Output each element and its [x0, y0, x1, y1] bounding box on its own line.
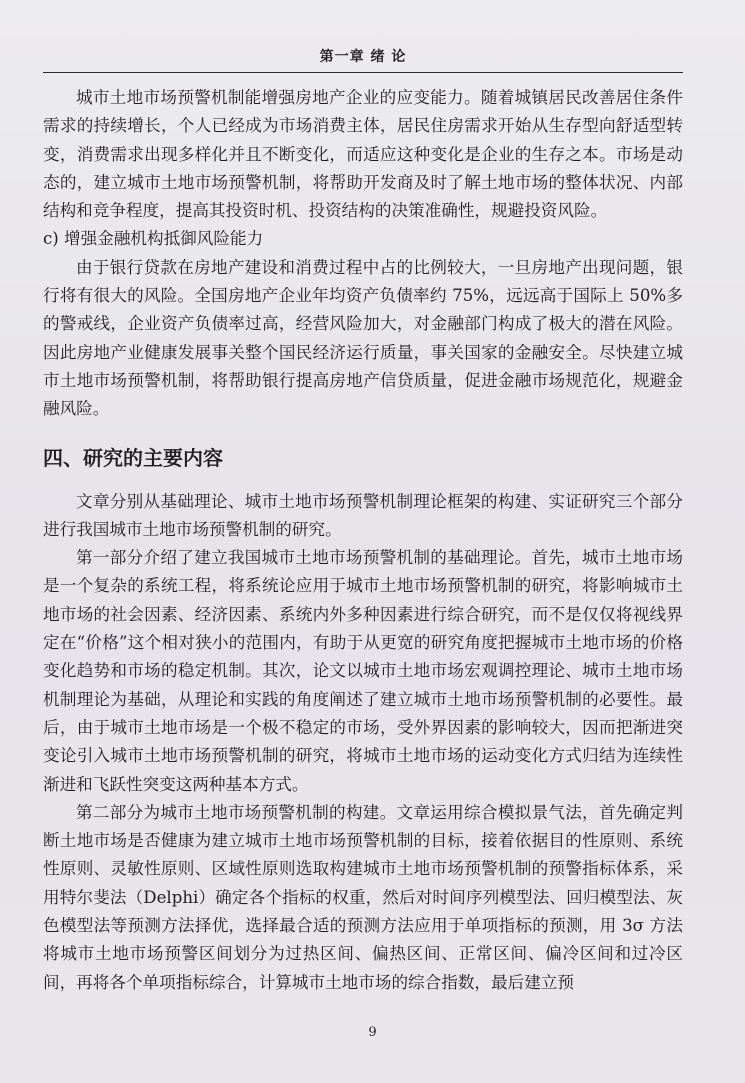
body-text	[43, 84, 683, 997]
paragraph-part-one: 第一部分介绍了建立我国城市土地市场预警机制的基础理论。首先，城市土地市场是一个复杂的系统工程，将系统论应用于城市土地市场预警机制的研究，将影响城市土地市场的社会因素、经济因素、系统内外多种因素进行综合研究，而不是仅仅将视线界定在“价格”这个相对狭小的范围内，有助于从更宽的研究角度把握城市土地市场的价格变化趋势和市场的稳定机制。其次，论文以城市土地市场宏观调控理论、城市土地市场机制理论为基础，从理论和实践的角度阐述了建立城市土地市场预警机制的必要性。最后，由于城市土地市场是一个极不稳定的市场，受外界因素的影响较大，因而把渐进突变论引入城市土地市场预警机制的研究，将城市土地市场的运动变化方式归结为连续性渐进和飞跃性突变这两种基本方式。	[43, 548, 683, 794]
paragraph-real-estate-adaptability: 城市土地市场预警机制能增强房地产企业的应变能力。随着城镇居民改善居住条件需求的持续增长，个人已经成为市场消费主体，居民住房需求开始从生存型向舒适型转变，消费需求出现多样化并且不断变化，而适应这种变化是企业的生存之本。市场是动态的，建立城市土地市场预警机制，将帮助开发商及时了解土地市场的整体状况、内部结构和竞争程度，提高其投资时机、投资结构的决策准确性，规避投资风险。	[43, 88, 683, 221]
paragraph-part-two: 第二部分为城市土地市场预警机制的构建。文章运用综合模拟景气法，首先确定判断土地市场是否健康为建立城市土地市场预警机制的目标，接着依据目的性原则、系统性原则、灵敏性原则、区域性原则选取构建城市土地市场预警机制的预警指标体系，采用特尔斐法（Delphi）确定各个指标的权重，然后对时间序列模型法、回归模型法、灰色模型法等预测方法择优，选择最合适的预测方法应用于单项指标的预测，用 3σ 方法将城市土地市场预警区间划分为过热区间、偏热区间、正常区间、偏冷区间和过冷区间，再将各个单项指标综合，计算城市土地市场的综合指数，最后建立预	[43, 802, 683, 992]
paragraph-financial-risk: 由于银行贷款在房地产建设和消费过程中占的比例较大，一旦房地产出现问题，银行将有很大的风险。全国房地产企业年均资产负债率约 75%，远远高于国际上 50%多的警戒线，企业资产负债率过高，经营风险加大，对金融部门构成了极大的潜在风险。因此房地产业健康发展事关整个国民经济运行质量，事关国家的金融安全。尽快建立城市土地市场预警机制，将帮助银行提高房地产信贷质量，促进金融市场规范化，规避金融风险。	[43, 257, 683, 419]
section-heading: 四、研究的主要内容	[43, 445, 223, 470]
running-header	[43, 40, 683, 73]
page-number: 9	[368, 1025, 377, 1040]
chapter-title: 第一章 绪 论	[319, 49, 407, 65]
paragraph-overview: 文章分别从基础理论、城市土地市场预警机制理论框架的构建、实证研究三个部分进行我国城市土地市场预警机制的研究。	[43, 491, 683, 539]
list-item-c: c) 增强金融机构抵御风险能力	[43, 229, 264, 249]
